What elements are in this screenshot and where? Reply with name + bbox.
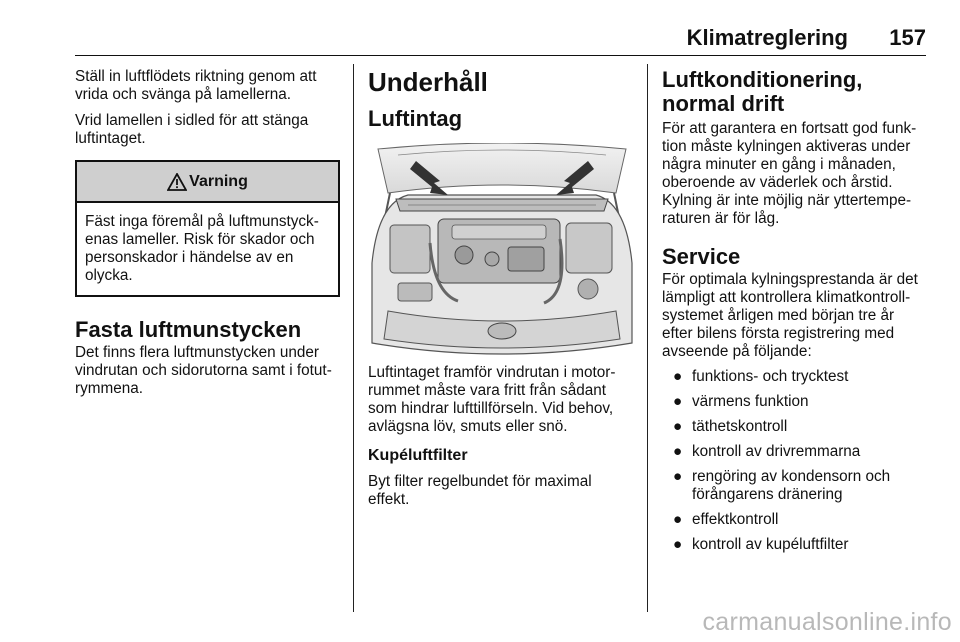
paragraph: Ställ in luftflödets riktning genom att vrida och svänga på lamellerna. [75, 68, 317, 103]
list-item: ● täthetskontroll [673, 418, 788, 435]
list-item: ● rengöring av kondensorn och förångarens dränering [673, 468, 891, 503]
paragraph: För optimala kylningsprestanda är det lämpligt att kontrollera klimatkontrollsystemet årligen med början tre år efter bilens första registrering med avseende på följande: [662, 271, 918, 360]
list-item: ● värmens funktion [673, 393, 809, 410]
paragraph: För att garantera en fortsatt god funktion måste kylningen aktiveras under några minuter en gång i månaden, oberoende av väderlek och årstid. Kylning är inte möjlig när yttertemperaturen är för låg. [662, 120, 917, 227]
chapter-heading: Underhåll [368, 67, 488, 97]
bullet-icon: ● [673, 511, 683, 528]
list-item: ● effektkontroll [673, 511, 779, 528]
warning-title: Varning [189, 172, 248, 190]
column-divider-2 [647, 64, 648, 612]
paragraph: Byt filter regelbundet för maximal effekt. [368, 473, 592, 508]
warning-triangle-icon [167, 173, 187, 191]
bullet-icon: ● [673, 418, 683, 435]
bullet-icon: ● [673, 443, 683, 460]
chapter-title: Klimatreglering [686, 25, 848, 50]
subheading: Kupéluftfilter [368, 447, 468, 464]
section-title: Fasta luftmunstycken [75, 317, 302, 342]
list-item: ● kontroll av kupéluftfilter [673, 536, 849, 553]
list-item: ● kontroll av drivremmarna [673, 443, 861, 460]
section-title: Luftintag [368, 106, 463, 131]
paragraph: Vrid lamellen i sidled för att stänga luftintaget. [75, 112, 309, 147]
bullet-icon: ● [673, 368, 683, 385]
engine-bay-illustration [368, 143, 636, 356]
bullet-icon: ● [673, 468, 683, 485]
bullet-icon: ● [673, 393, 683, 410]
header-divider [75, 55, 926, 56]
service-checklist [662, 368, 928, 554]
warning-header [77, 162, 338, 203]
paragraph: Luftintaget framför vindrutan i motorrummet måste vara fritt från sådant som hindrar lufttillförseln. Vid behov, avlägsna löv, smuts eller snö. [368, 364, 616, 435]
list-item: ● funktions- och trycktest [673, 368, 849, 385]
bullet-icon: ● [673, 536, 683, 553]
section-title: Service [662, 244, 741, 269]
column-right [662, 68, 928, 554]
page-number: 157 [889, 25, 926, 50]
warning-text: Fäst inga föremål på luftmunstyckenas lameller. Risk för skador och personskador i händelse av en olycka. [85, 213, 319, 284]
section-title: Luftkonditionering, normal drift [662, 67, 863, 116]
paragraph: Det finns flera luftmunstycken under vindrutan och sidorutorna samt i fotutrymmena. [75, 344, 332, 397]
column-left [75, 68, 340, 398]
column-middle [368, 68, 636, 509]
warning-box [75, 160, 340, 297]
engine-bay-icon [368, 143, 636, 356]
column-divider-1 [353, 64, 354, 612]
watermark: carmanualsonline.info [702, 608, 952, 636]
